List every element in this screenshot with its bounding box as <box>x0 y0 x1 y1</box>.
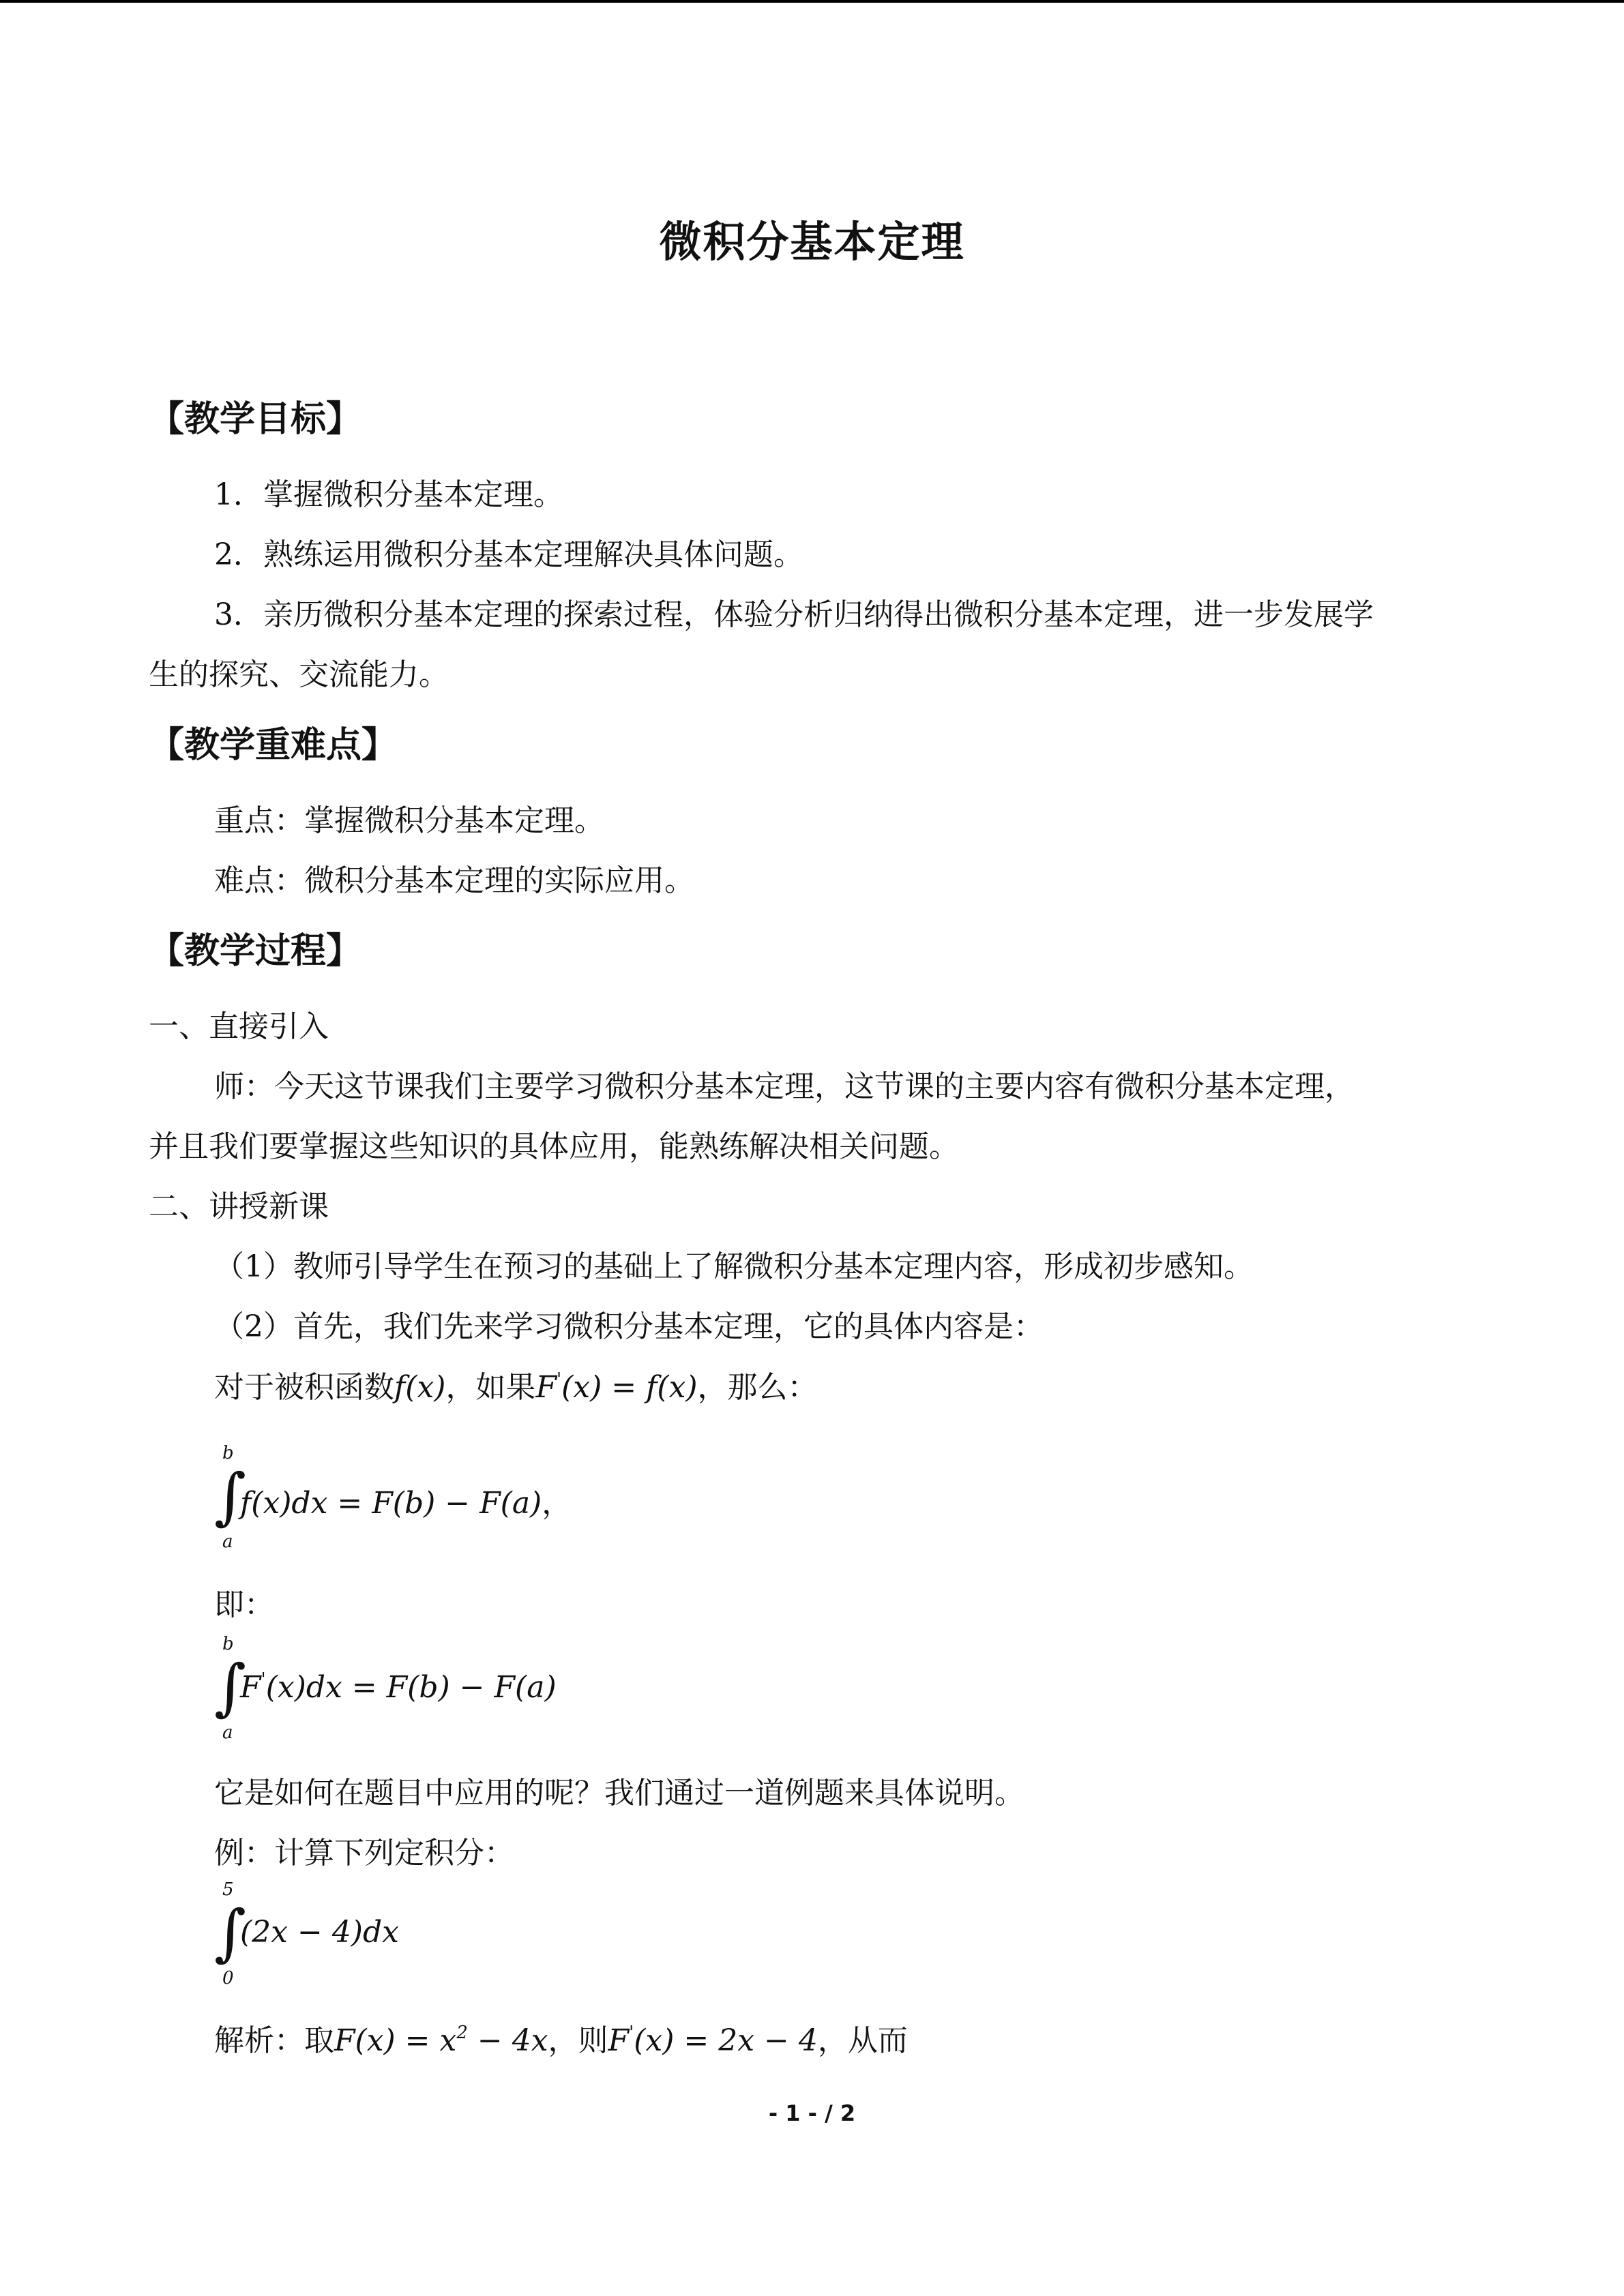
integral-sign-icon: ∫ <box>214 1652 246 1723</box>
keypoint-difficulty: 难点：微积分基本定理的实际应用。 <box>214 863 694 898</box>
integral-sign-icon: ∫ <box>214 1897 246 1969</box>
keypoints-heading: 【教学重难点】 <box>149 725 398 766</box>
document-page <box>149 0 1475 2296</box>
process-heading: 【教学过程】 <box>149 931 362 972</box>
formula-F: F <box>240 1670 261 1705</box>
solution-text-c: ，从而 <box>817 2023 908 2058</box>
formula-tail: ， <box>542 1486 572 1521</box>
objectives-heading: 【教学目标】 <box>149 399 362 440</box>
solution-F-rest: − 4x <box>467 2023 548 2058</box>
part1-line-2: 并且我们要掌握这些知识的具体应用，能熟练解决相关问题。 <box>149 1129 959 1164</box>
formula-expression: (x)dx = F(b) − F(a) <box>265 1670 557 1705</box>
solution-text-b: ，则 <box>548 2023 608 2058</box>
page-number: - 1 - / 2 <box>768 2100 856 2126</box>
keypoint-focus: 重点：掌握微积分基本定理。 <box>214 803 604 838</box>
formula-body <box>240 1478 572 1522</box>
ji-label: 即： <box>214 1587 274 1622</box>
condition-F: F <box>535 1370 557 1405</box>
solution-F: F(x) = x <box>334 2023 457 2058</box>
formula-expression: f(x)dx = F(b) − F(a) <box>240 1486 542 1521</box>
formula-prime: ' <box>261 1669 266 1690</box>
theorem-intro-text-b: ，如果 <box>445 1370 536 1405</box>
solution-Fp: F <box>608 2023 630 2058</box>
solution-line <box>214 2023 908 2059</box>
lower-limit: 0 <box>222 1968 234 1988</box>
solution-square: 2 <box>456 2023 468 2043</box>
solution-prime: ' <box>629 2023 634 2043</box>
lower-limit: a <box>222 1532 233 1552</box>
theorem-intro-text-c: ，那么： <box>697 1370 818 1405</box>
objective-item-3: 3．亲历微积分基本定理的探索过程，体验分析归纳得出微积分基本定理，进一步发展学 <box>214 597 1374 632</box>
upper-limit: 5 <box>222 1879 234 1900</box>
formula-expression: (2x − 4)dx <box>240 1915 399 1950</box>
part1-line-1: 师：今天这节课我们主要学习微积分基本定理，这节课的主要内容有微积分基本定理， <box>214 1069 1355 1104</box>
objective-item-2: 2．熟练运用微积分基本定理解决具体问题。 <box>214 537 803 572</box>
integral-sign-icon: ∫ <box>214 1461 246 1532</box>
theorem-intro-text-a: 对于被积函数 <box>214 1370 394 1405</box>
formula-body <box>240 1669 557 1705</box>
part2-line-1: （1）教师引导学生在预习的基础上了解微积分基本定理内容，形成初步感知。 <box>214 1249 1254 1284</box>
part2-line-2: （2）首先，我们先来学习微积分基本定理，它的具体内容是： <box>214 1309 1044 1344</box>
upper-limit: b <box>222 1443 234 1463</box>
theorem-intro <box>214 1369 818 1406</box>
page-title: 微积分基本定理 <box>659 217 965 267</box>
example-line: 例：计算下列定积分： <box>214 1836 514 1870</box>
part1-title: 一、直接引入 <box>149 1009 329 1044</box>
upper-limit: b <box>222 1634 234 1654</box>
solution-Fp-rest: (x) = 2x − 4 <box>634 2023 818 2058</box>
lower-limit: a <box>222 1723 233 1743</box>
integrand-fx: f(x) <box>394 1370 446 1405</box>
condition-prime: ' <box>556 1369 562 1390</box>
apply-line: 它是如何在题目中应用的呢？我们通过一道例题来具体说明。 <box>214 1776 1024 1810</box>
part2-title: 二、讲授新课 <box>149 1189 329 1224</box>
condition-rest: (x) = f(x) <box>561 1370 698 1405</box>
objective-item-3-cont: 生的探究、交流能力。 <box>149 657 449 692</box>
objective-item-1: 1．掌握微积分基本定理。 <box>214 477 563 512</box>
solution-text-a: 解析：取 <box>214 2023 334 2058</box>
